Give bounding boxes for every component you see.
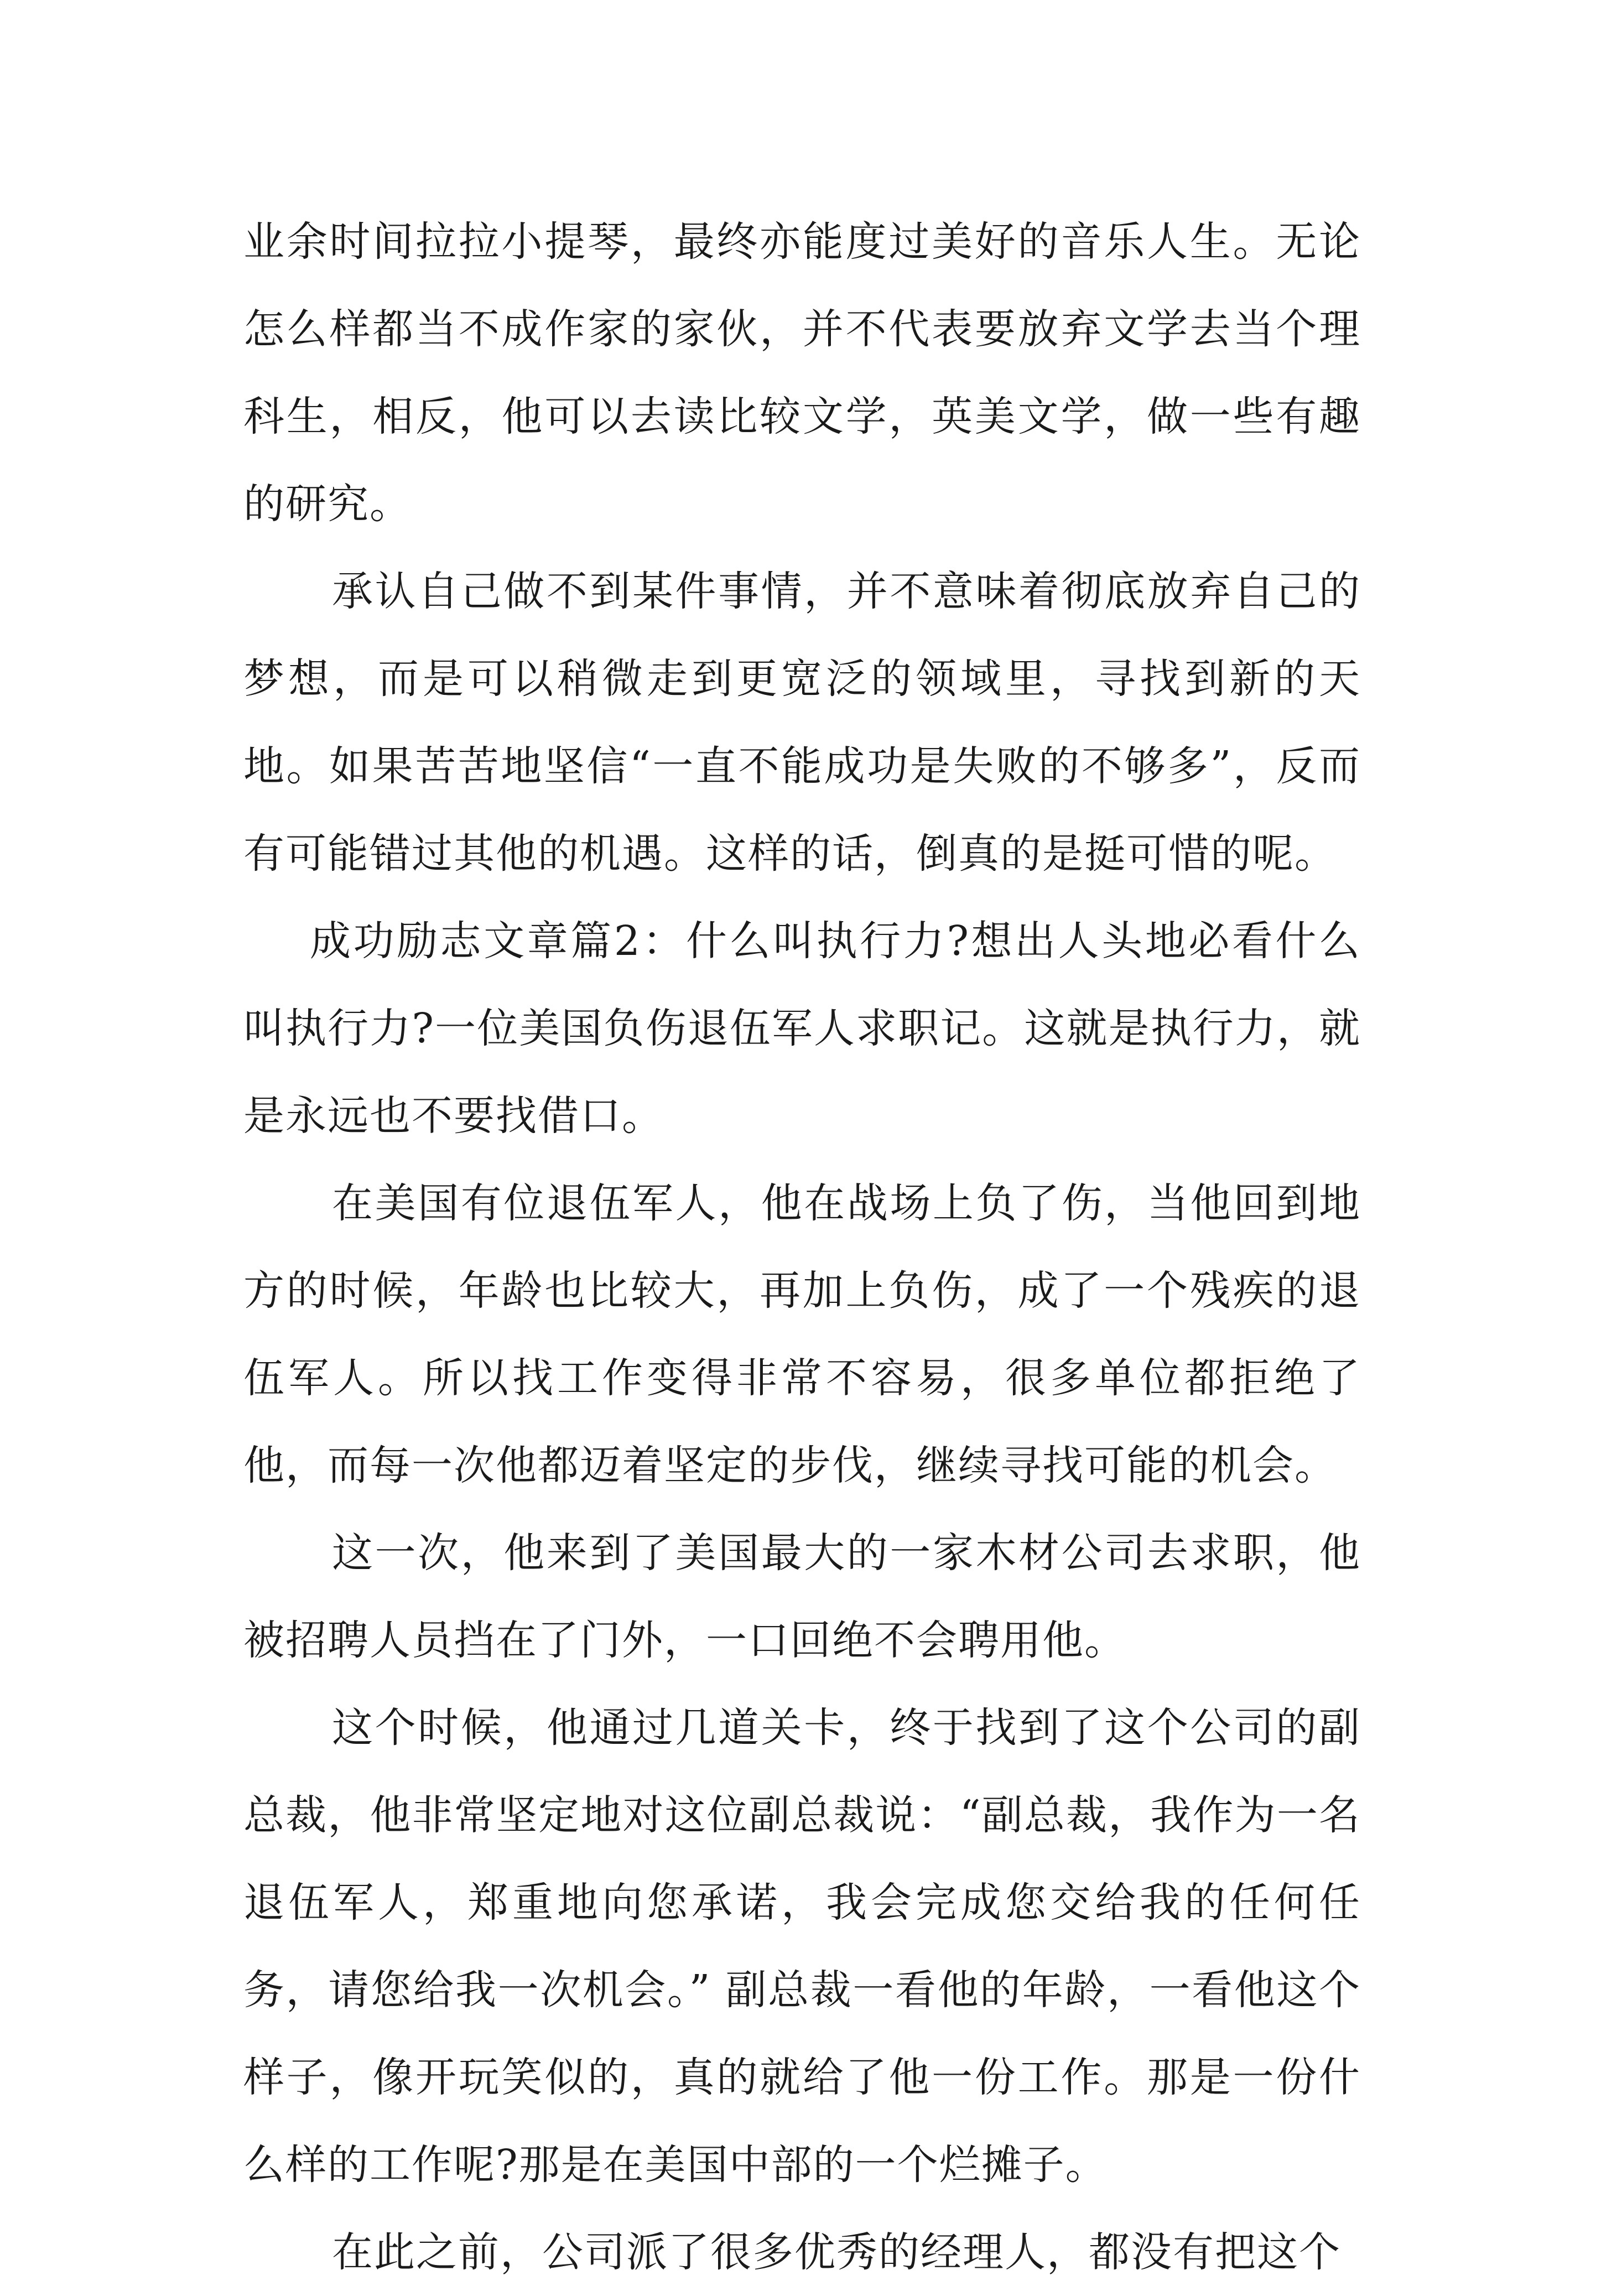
paragraph: 这一次，他来到了美国最大的一家木材公司去求职，他被招聘人员挡在了门外，一口回绝不会聘用他。 (243, 1529, 1361, 1664)
paragraph: 在美国有位退伍军人，他在战场上负了伤，当他回到地方的时候，年龄也比较大，再加上负伤，成了一个残疾的退伍军人。所以找工作变得非常不容易，很多单位都拒绝了他，而每一次他都迈着坚定的步伐，继续寻找可能的机会。 (243, 1180, 1361, 1489)
paragraph: 承认自己做不到某件事情，并不意味着彻底放弃自己的梦想，而是可以稍微走到更宽泛的领域里，寻找到新的天地。如果苦苦地坚信“一直不能成功是失败的不够多”，反而有可能错过其他的机遇。这样的话，倒真的是挺可惜的呢。 (243, 568, 1361, 877)
document-body (243, 198, 1361, 2296)
paragraph: 在此之前，公司派了很多优秀的经理人，都没有把这个 (332, 2229, 1341, 2276)
paragraph-continuation: 业余时间拉拉小提琴，最终亦能度过美好的音乐人生。无论怎么样都当不成作家的家伙，并不代表要放弃文学去当个理科生，相反，他可以去读比较文学，英美文学，做一些有趣的研究。 (243, 218, 1361, 528)
paragraph: 这个时候，他通过几道关卡，终于找到了这个公司的副总裁，他非常坚定地对这位副总裁说：“副总裁，我作为一名退伍军人，郑重地向您承诺，我会完成您交给我的任何任务，请您给我一次机会。” 副总裁一看他的年龄，一看他这个样子，像开玩笑似的，真的就给了他一份工作。那是一份什么样的工作呢?那是在美国中部的一个烂摊子。 (243, 1704, 1361, 2189)
section-heading-paragraph: 成功励志文章篇2：什么叫执行力?想出人头地必看什么叫执行力?一位美国负伤退伍军人求职记。这就是执行力，就是永远也不要找借口。 (243, 917, 1361, 1140)
